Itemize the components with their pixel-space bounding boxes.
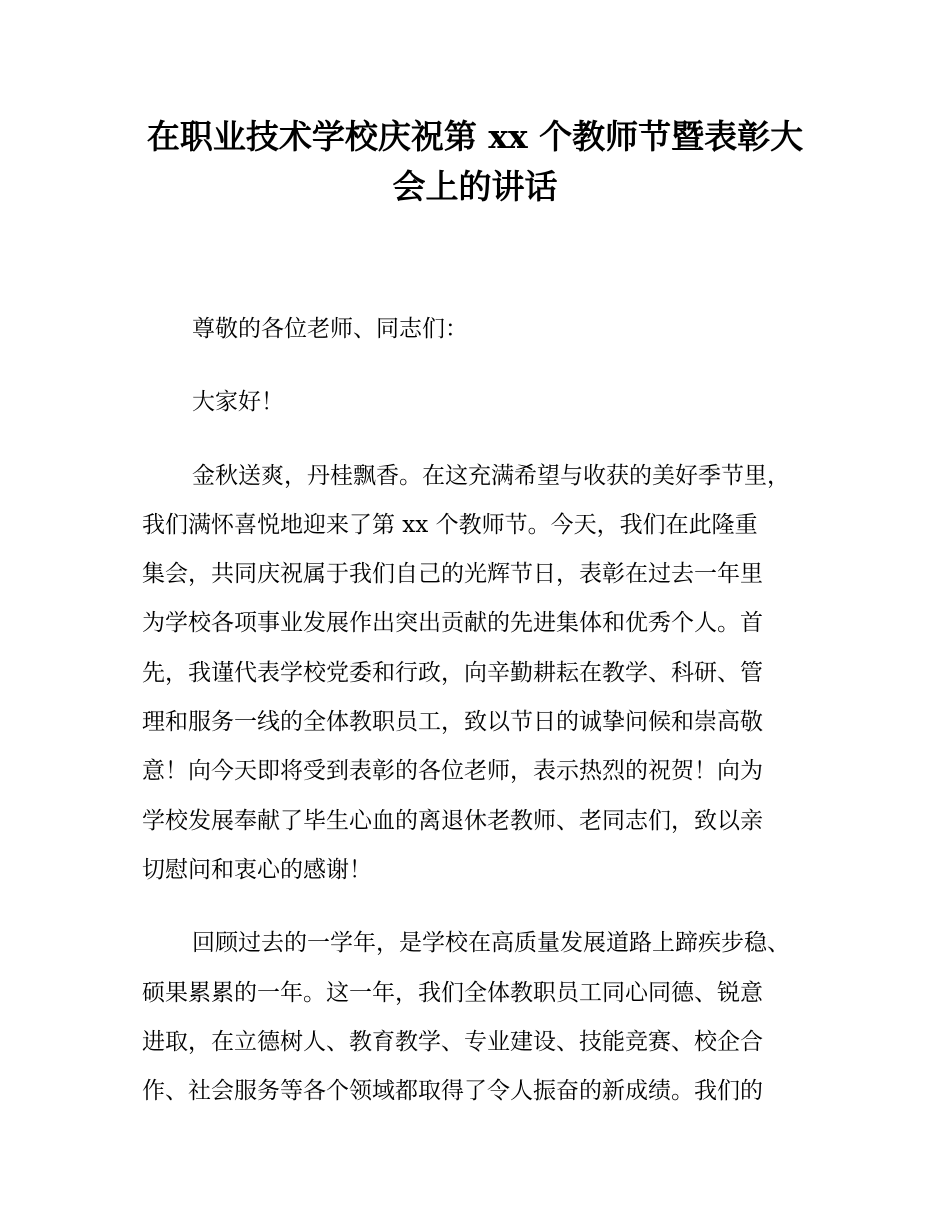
paragraph-gap [142, 895, 832, 919]
paragraph-1-line: 我们满怀喜悦地迎来了第 xx 个教师节。今天，我们在此隆重 [142, 511, 758, 538]
paragraph-1-line: 为学校各项事业发展作出突出贡献的先进集体和优秀个人。首 [142, 610, 763, 637]
paragraph-1-line: 先，我谨代表学校党委和行政，向辛勤耕耘在教学、科研、管 [142, 659, 763, 686]
paragraph-1-line: 理和服务一线的全体教职员工，致以节日的诚挚问候和崇高敬 [142, 709, 763, 736]
paragraph-1-line: 切慰问和衷心的感谢！ [142, 856, 372, 883]
paragraph-gap [142, 354, 832, 378]
paragraph-1-line: 金秋送爽，丹桂飘香。在这充满希望与收获的美好季节里， [192, 462, 790, 489]
paragraph-1-line: 集会，共同庆祝属于我们自己的光辉节日，表彰在过去一年里 [142, 561, 763, 588]
paragraph-2-line: 进取，在立德树人、教育教学、专业建设、技能竞赛、校企合 [142, 1028, 763, 1055]
document-body [142, 305, 832, 1116]
paragraph-2-line: 作、社会服务等各个领域都取得了令人振奋的新成绩。我们的 [142, 1078, 763, 1105]
paragraph-2-line: 硕果累累的一年。这一年，我们全体教职员工同心同德、锐意 [142, 979, 763, 1006]
paragraph-1-line: 学校发展奉献了毕生心血的离退休老教师、老同志们，致以亲 [142, 807, 763, 834]
document-title [140, 112, 810, 212]
greeting: 大家好！ [192, 389, 284, 416]
title-line-2: 会上的讲话 [392, 167, 558, 206]
salutation: 尊敬的各位老师、同志们： [192, 316, 468, 342]
paragraph-1 [142, 452, 832, 896]
paragraph-2-line: 回顾过去的一学年，是学校在高质量发展道路上蹄疾步稳、 [192, 930, 790, 957]
title-line-1: 在职业技术学校庆祝第 xx 个教师节暨表彰大 [146, 117, 804, 156]
paragraph-2 [142, 919, 832, 1116]
paragraph-gap [142, 428, 832, 452]
paragraph-1-line: 意！向今天即将受到表彰的各位老师，表示热烈的祝贺！向为 [142, 758, 763, 785]
